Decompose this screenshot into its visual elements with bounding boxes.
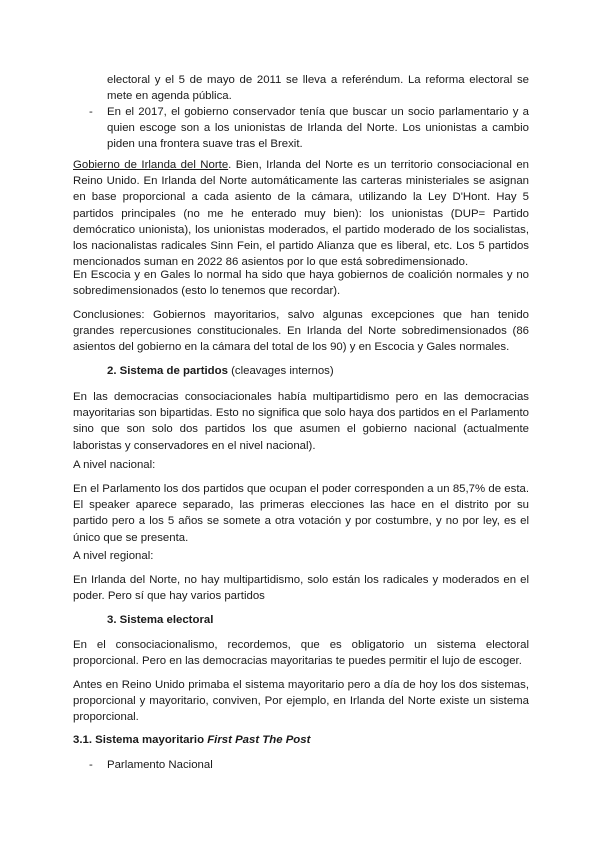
heading-sistema-partidos-bold: 2. Sistema de partidos: [107, 365, 228, 377]
paragraph-parlamento: En el Parlamento los dos partidos que ocupan el poder corresponden a un 85,7% de esta. El speaker aparece separado, las primeras elecciones las hace en el distrito por su partido pero a los 5 años se somete a otra votación y por costumbre, y no por ley, es el único que se presenta.: [73, 483, 529, 544]
heading-sistema-mayoritario-bold: 3.1. Sistema mayoritario: [73, 734, 208, 746]
gobierno-irlanda-body: . Bien, Irlanda del Norte es un territorio consociacional en Reino Unido. En Irlanda del Norte automáticamente las carteras ministeriales se asignan en base proporcional a cada asiento de la cámara, utilizando la Ley D'Hont. Hay 5 partidos principales (no me he enterado muy bien): los unionistas (DUP= Partido demócratico unionista), los unionistas moderados, el partido moderado de los socialistas, los nacionalistas radicales Sinn Fein, el partido Alianza que es liberal, etc. Los 5 partidos mencionados suman en 2022 86 asientos por lo que está sobredimensionado.: [73, 159, 529, 269]
heading-sistema-mayoritario: [73, 732, 310, 748]
heading-sistema-electoral: 3. Sistema electoral: [107, 614, 214, 626]
heading-sistema-partidos: [107, 363, 334, 379]
label-nivel-nacional: A nivel nacional:: [73, 459, 156, 471]
paragraph-antes-reino-unido: Antes en Reino Unido primaba el sistema mayoritario pero a día de hoy los dos sistemas, proporcional y mayoritario, conviven, Por ejemplo, en Irlanda del Norte existe un sistema proporcional.: [73, 679, 529, 724]
paragraph-gobierno-irlanda: [73, 157, 529, 270]
heading-sistema-partidos-sub: (cleavages internos): [227, 365, 334, 377]
paragraph-irlanda-norte: En Irlanda del Norte, no hay multipartidismo, solo están los radicales y moderados en el poder. Pero sí que hay varios partidos: [73, 574, 529, 603]
bullet-dash-2: -: [89, 759, 93, 771]
bullet-parlamento-nacional: Parlamento Nacional: [107, 759, 213, 771]
paragraph-democracias: En las democracias consociacionales había multipartidismo pero en las democracias mayoritarias son bipartidas. Esto no significa que solo haya dos partidos en el Parlamento sino que son solo dos partidos los que asumen el gobierno nacional (actualmente laboristas y conservadores en el nivel nacional).: [73, 391, 529, 452]
paragraph-consociacionalismo: En el consociacionalismo, recordemos, que es obligatorio un sistema electoral proporcional. Pero en las democracias mayoritarias te puedes permitir el lujo de escoger.: [73, 639, 529, 668]
gobierno-irlanda-title: Gobierno de Irlanda del Norte: [73, 159, 229, 171]
bullet-dash: -: [89, 106, 93, 118]
paragraph-referendum: electoral y el 5 de mayo de 2011 se lleva a referéndum. La reforma electoral se mete en agenda pública.: [107, 74, 529, 103]
heading-sistema-mayoritario-italic: First Past The Post: [207, 734, 311, 746]
bullet-2017-gobierno: En el 2017, el gobierno conservador tenía que buscar un socio parlamentario y a quien escoge son a los unionistas de Irlanda del Norte. Los unionistas a cambio piden una frontera suave tras el Brexit.: [107, 106, 529, 151]
label-nivel-regional: A nivel regional:: [73, 550, 154, 562]
paragraph-conclusiones: Conclusiones: Gobiernos mayoritarios, salvo algunas excepciones que han tenido grandes repercusiones constitucionales. En Irlanda del Norte sobredimensionados (86 asientos del gobierno en la cámara del total de los 90) y en Escocia y Gales normales.: [73, 309, 529, 354]
paragraph-escocia-gales: En Escocia y en Gales lo normal ha sido que haya gobiernos de coalición normales y no sobredimensionados (esto lo tenemos que recordar).: [73, 269, 529, 298]
